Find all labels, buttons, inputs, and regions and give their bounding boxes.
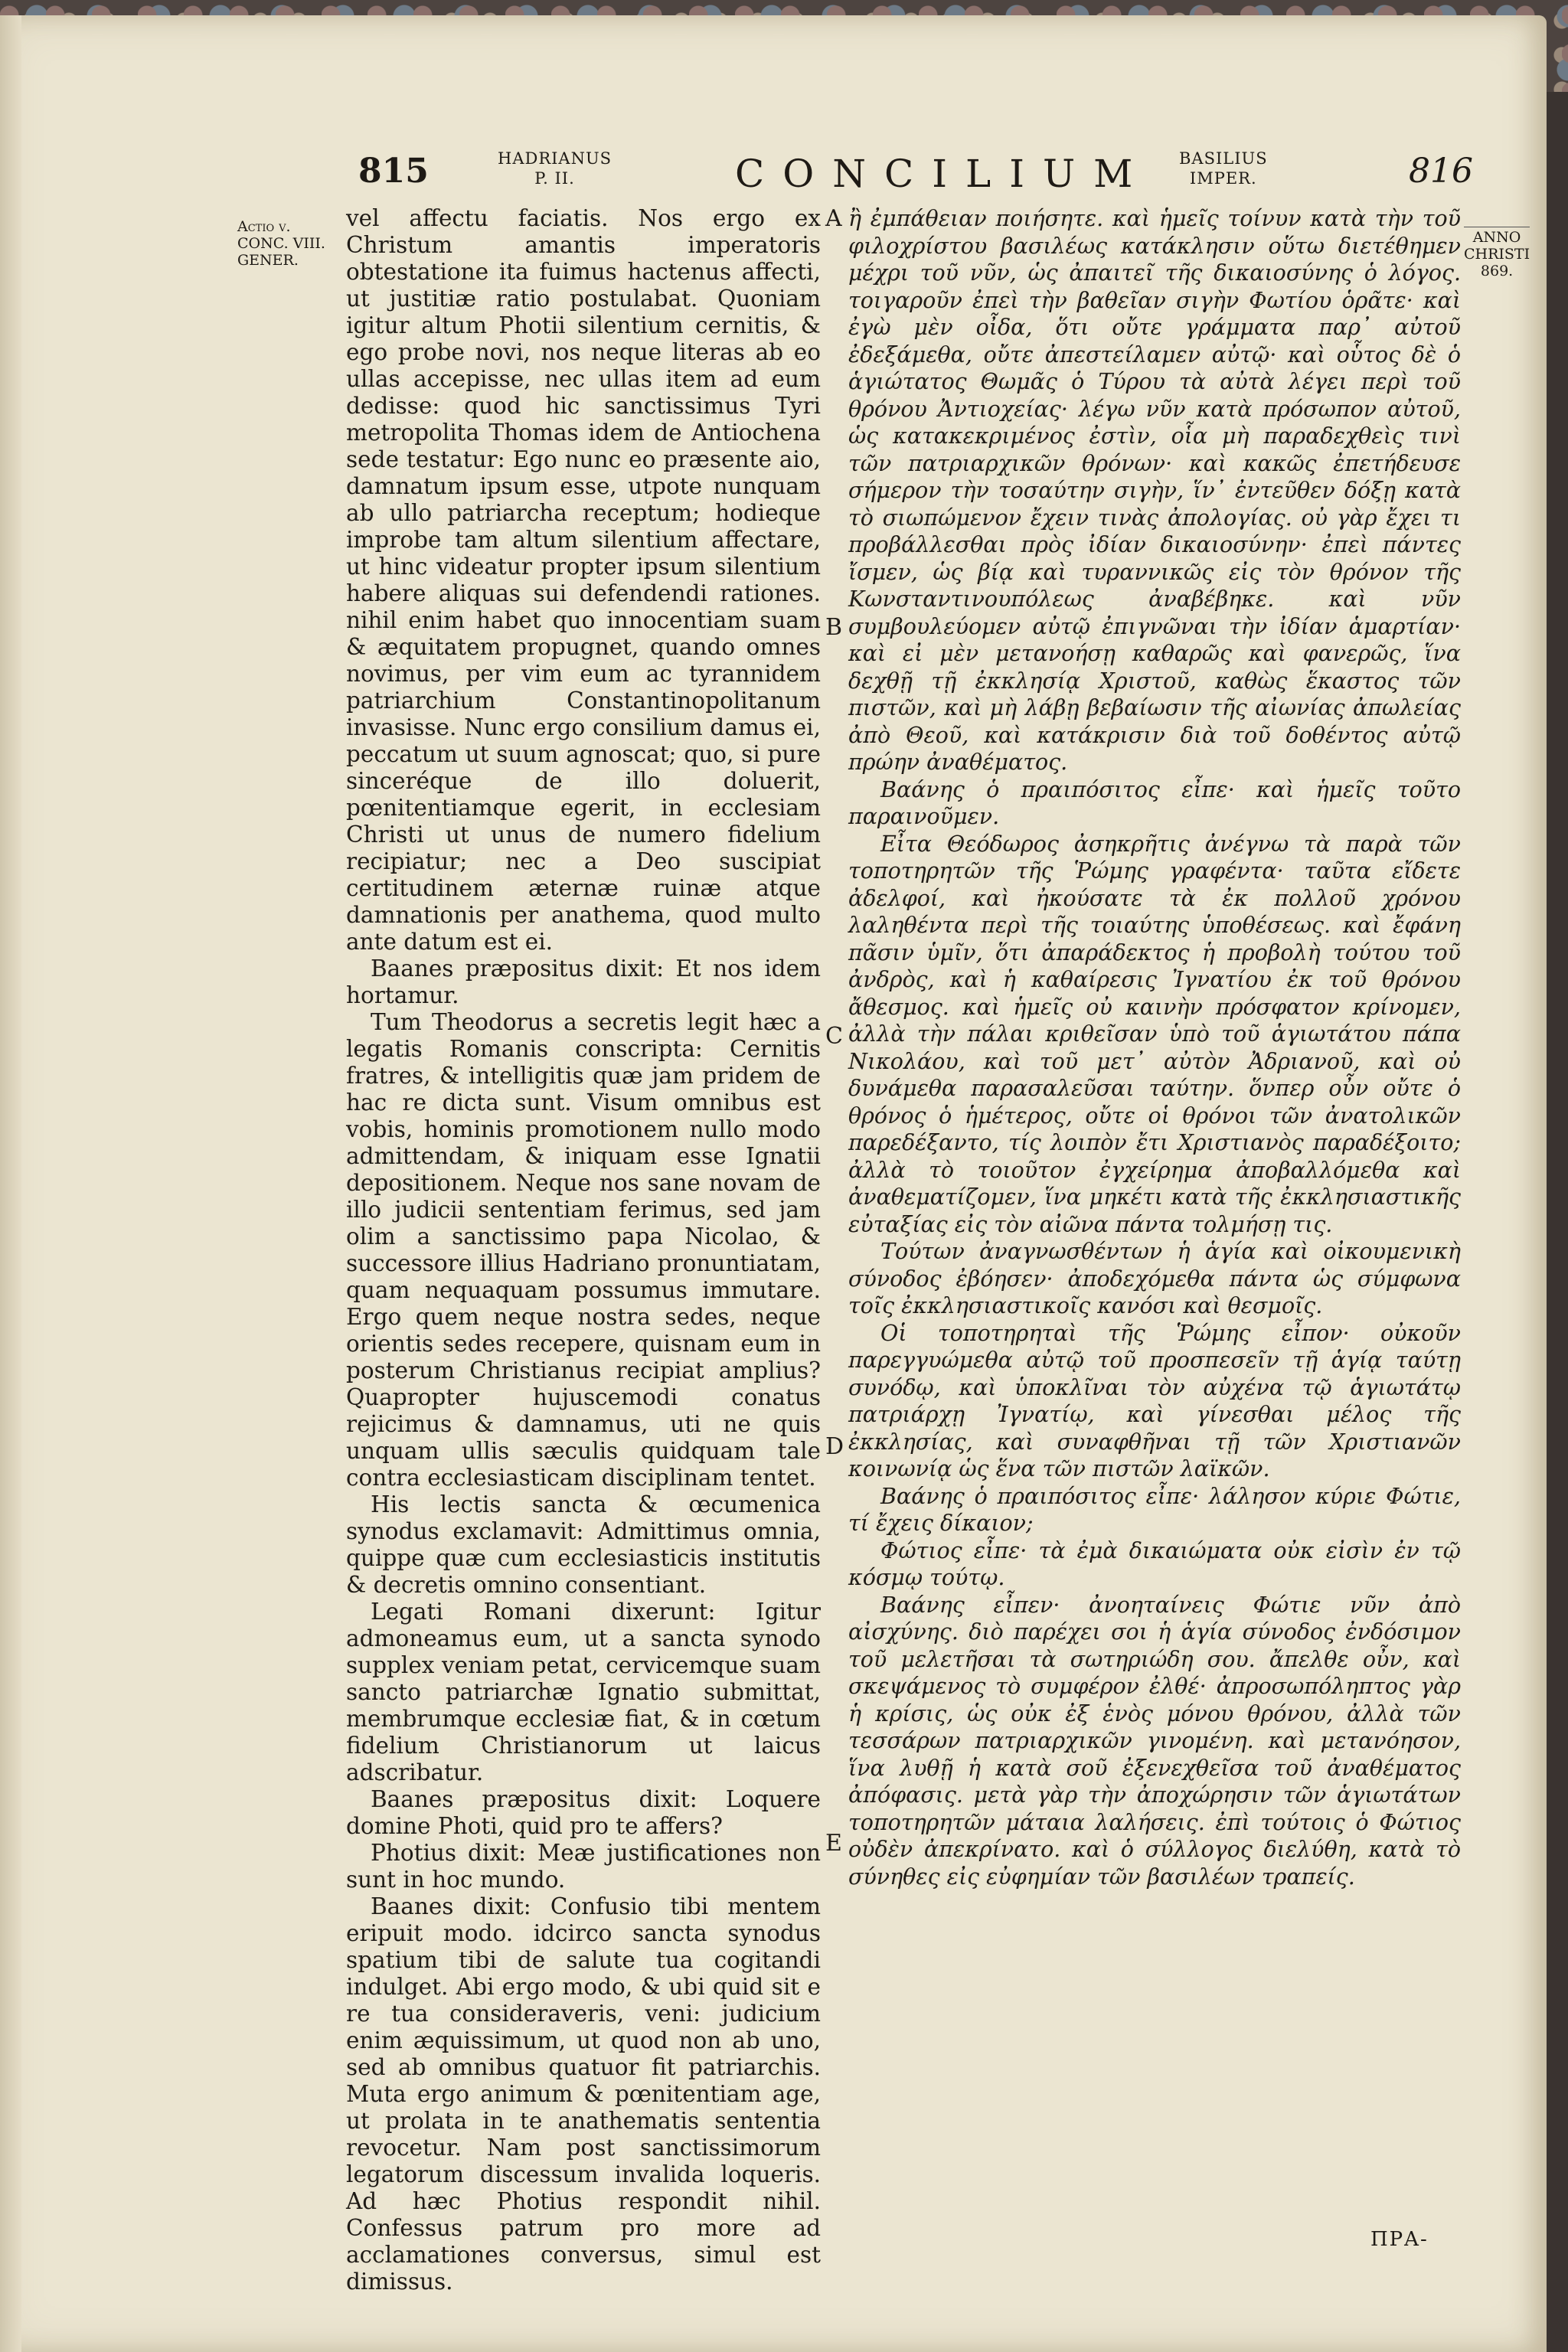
latin-paragraph: Photius dixit: Meæ justificationes non sunt in hoc mundo. [346,1840,821,1893]
latin-column [346,205,821,2295]
margin-note-actio [237,218,325,269]
margin-note-line: 869. [1480,263,1514,279]
margin-note-line: ANNO [1472,229,1521,246]
greek-paragraph: Βαάνης ὁ πραιπόσιτος εἶπε· καὶ ἡμεῖς τοῦτο παραινοῦμεν. [848,776,1461,829]
margin-note-line: Actio v. [237,218,291,235]
latin-paragraph: Baanes præpositus dixit: Loquere domine Photi, quid pro te affers? [346,1786,821,1839]
margin-note-line: CONC. VIII. [237,235,325,252]
greek-paragraph: ἢ ἐμπάθειαν ποιήσητε. καὶ ἡμεῖς τοίνυν κατὰ τὴν τοῦ φιλοχρίστου βασιλέως κατάκλησιν οὕτω διετέθημεν μέχρι τοῦ νῦν, ὡς ἀπαιτεῖ τῆς δικαιοσύνης ὁ λόγος. τοιγαροῦν ἐπεὶ τὴν βαθεῖαν σιγὴν Φωτίου ὁρᾶτε· καὶ ἐγὼ μὲν οἶδα, ὅτι οὔτε γράμματα παρ᾽ αὐτοῦ ἐδεξάμεθα, οὔτε ἀπεστείλαμεν αὐτῷ· καὶ οὗτος δὲ ὁ ἁγιώτατος Θωμᾶς ὁ Τύρου τὰ αὐτὰ λέγει περὶ τοῦ θρόνου Ἀντιοχείας· λέγω νῦν κατὰ πρόσωπον αὐτοῦ, ὡς κατακεκριμένος ἐστὶν, οἷα μὴ παραδεχθεὶς τινὶ τῶν πατριαρχικῶν θρόνων· καὶ κακῶς ἐπετήδευσε σήμερον τὴν τοσαύτην σιγὴν, ἵν᾽ ἐντεῦθεν δόξῃ κατὰ τὸ σιωπώμενον ἔχειν τινὰς ἀπολογίας. οὐ γὰρ ἔχει τι προβάλλεσθαι πρὸς ἰδίαν δικαιοσύνην· ἐπεὶ πάντες ἴσμεν, ὡς βίᾳ καὶ τυραννικῶς εἰς τὸν θρόνον τῆς Κωνσταντινουπόλεως ἀναβέβηκε. καὶ νῦν συμβουλεύομεν αὐτῷ ἐπιγνῶναι τὴν ἰδίαν ἁμαρτίαν· καὶ εἰ μὲν μετανοήσῃ καθαρῶς καὶ φανερῶς, ἵνα δεχθῇ τῇ ἐκκλησίᾳ Χριστοῦ, καθὼς ἕκαστος τῶν πιστῶν, καὶ μὴ λάβῃ βεβαίωσιν τῆς αἰωνίας ἀπωλείας ἀπὸ Θεοῦ, καὶ κατάκρισιν διὰ τοῦ δοθέντος αὐτῷ πρώην ἀναθέματος. [848,206,1461,775]
header-hadrianus [498,149,612,188]
page-number-right: 816 [1409,152,1473,191]
latin-paragraph: vel affectu faciatis. Nos ergo ex Christum amantis imperatoris obtestatione ita fuimus hactenus affecti, ut justitiæ ratio postulabat. Quoniam igitur altum Photii silentium cernitis, & ego probe novi, nos neque literas ab eo ullas accepisse, nec ullas item ad eum dedisse: quod hic sanctissimus Tyri metropolita Thomas idem de Antiochena sede testatur: Ego nunc eo præsente aio, damnatum ipsum esse, utpote nunquam ab ullo patriarcha receptum; hodieque improbe tam altum silentium affectare, ut hinc videatur propter ipsum silentium habere aliquas sui defendendi rationes. nihil enim habet quo innocentiam suam & æquitatem propugnet, quando omnes novimus, per vim eum ac tyrannidem patriarchium Constantinopolitanum invasisse. Nunc ergo consilium damus ei, peccatum ut suum agnoscat; quo, si pure sinceréque de illo doluerit, pœnitentiamque egerit, in ecclesiam Christi ut unus de numero fidelium recipiatur; nec a Deo suscipiat certitudinem æternæ ruinæ atque damnationis per anathema, quod multo ante datum est ei. [346,205,821,955]
section-mark-d: D [825,1433,844,1460]
margin-note-anno [1464,227,1530,279]
greek-paragraph: Οἱ τοποτηρηταὶ τῆς Ῥώμης εἶπον· οὐκοῦν παρεγγυώμεθα αὐτῷ τοῦ προσπεσεῖν τῇ ἁγίᾳ ταύτῃ συνόδῳ, καὶ ὑποκλῖναι τὸν αὐχένα τῷ ἁγιωτάτῳ πατριάρχῃ Ἰγνατίῳ, καὶ γίνεσθαι μέλος τῆς ἐκκλησίας, καὶ συναφθῆναι τῇ τῶν Χριστιανῶν κοινωνίᾳ ὡς ἕνα τῶν πιστῶν λαϊκῶν. [848,1320,1461,1481]
latin-paragraph: Baanes dixit: Confusio tibi mentem eripuit modo. idcirco sancta synodus spatium tibi de salute tua cogitandi indulget. Abi ergo modo, & ubi quid sit e re tua consideraveris, veni: judicium enim æquissimum, ut quod non ab uno, sed ab omnibus quatuor fit patriarchis. Muta ergo animum & pœnitentiam age, ut prolata in te anathematis sententia revocetur. Nam post sanctissimorum legatorum discessum invalida loqueris. Ad hæc Photius respondit nihil. Confessus patrum pro more ad acclamationes conversus, simul est dimissus. [346,1893,821,2295]
catchword: ΠΡΑ- [1370,2228,1429,2251]
running-header [0,138,1547,207]
latin-paragraph: Baanes præpositus dixit: Et nos idem hortamur. [346,956,821,1008]
header-basilius [1179,149,1268,188]
header-hadrianus-name: HADRIANUS [498,149,612,168]
latin-paragraph: Legati Romani dixerunt: Igitur admoneamus eum, ut a sancta synodo supplex veniam petat, cervicemque suam sancto patriarchæ Ignatio submittat, membrumque ecclesiæ fiat, & in cœtum fidelium Christianorum ut laicus adscribatur. [346,1599,821,1785]
section-mark-c: C [825,1023,843,1050]
section-mark-e: E [825,1830,842,1857]
greek-paragraph: Φώτιος εἶπε· τὰ ἐμὰ δικαιώματα οὐκ εἰσὶν ἐν τῷ κόσμῳ τούτῳ. [848,1537,1461,1590]
greek-paragraph: Βαάνης εἶπεν· ἀνοηταίνεις Φώτιε νῦν ἀπὸ αἰσχύνης. διὸ παρέχει σοι ἡ ἁγία σύνοδος ἐνδόσιμον τοῦ μελετῆσαι τὰ σωτηριώδη σου. ἄπελθε οὖν, καὶ σκεψάμενος τὸ συμφέρον ἐλθέ· ἀπροσωπόληπτος γὰρ ἡ κρίσις, ὡς οὐκ ἐξ ἑνὸς μόνου θρόνου, ἀλλὰ τῶν τεσσάρων πατριαρχικῶν γινομένη. καὶ μετανόησον, ἵνα λυθῇ ἡ κατὰ σοῦ ἐξενεχθεῖσα τοῦ ἀναθέματος ἀπόφασις. μετὰ γὰρ τὴν ἀποχώρησιν τῶν ἁγιωτάτων τοποτηρητῶν μάταια λαλήσεις. ἐπὶ τούτοις ὁ Φώτιος οὐδὲν ἀπεκρίνατο. καὶ ὁ σύλλογος διελύθη, κατὰ τὸ σύνηθες εἰς εὐφημίαν τῶν βασιλέων τραπείς. [848,1592,1461,1890]
greek-paragraph: Βαάνης ὁ πραιπόσιτος εἶπε· λάλησον κύριε Φώτιε, τί ἔχεις δίκαιον; [848,1483,1461,1536]
page-title: CONCILIUM [735,152,1152,196]
latin-paragraph: His lectis sancta & œcumenica synodus exclamavit: Admittimus omnia, quippe quæ cum ecclesiasticis institutis & decretis omnino consentiant. [346,1491,821,1598]
margin-note-line: GENER. [237,252,299,269]
header-basilius-title: IMPER. [1189,169,1257,188]
section-mark-a: A [825,205,842,232]
header-basilius-name: BASILIUS [1179,149,1268,168]
page-number-left: 815 [358,152,429,191]
greek-paragraph: Εἶτα Θεόδωρος ἀσηκρῆτις ἀνέγνω τὰ παρὰ τῶν τοποτηρητῶν τῆς Ῥώμης γραφέντα· ταῦτα εἴδετε ἀδελφοί, καὶ ἠκούσατε τὰ ἐκ πολλοῦ χρόνου λαληθέντα περὶ τῆς τοιαύτης ὑποθέσεως. καὶ ἔφάνη πᾶσιν ὑμῖν, ὅτι ἀπαράδεκτος ἡ προβολὴ τούτου τοῦ ἀνδρὸς, καὶ ἡ καθαίρεσις Ἰγνατίου ἐκ τοῦ θρόνου ἄθεσμος. καὶ ἡμεῖς οὐ καινὴν πρόσφατον κρίνομεν, ἀλλὰ τὴν πάλαι κριθεῖσαν ὑπὸ τοῦ ἁγιωτάτου πάπα Νικολάου, καὶ τοῦ μετ᾽ αὐτὸν Ἀδριανοῦ, καὶ οὐ δυνάμεθα παρασαλεῦσαι ταύτην. ὅνπερ οὖν οὔτε ὁ θρόνος ὁ ἡμέτερος, οὔτε οἱ θρόνοι τῶν ἀνατολικῶν παρεδέξαντο, τίς λοιπὸν ἔτι Χριστιανὸς παραδέξοιτο; ἀλλὰ τὸ τοιοῦτον ἐγχείρημα ἀποβαλλόμεθα καὶ ἀναθεματίζομεν, ἵνα μηκέτι κατὰ τῆς ἐκκλησιαστικῆς εὐταξίας εἰς τὸν αἰῶνα πάντα τολμήσῃ τις. [848,831,1461,1237]
page-binding-edge [0,15,21,2352]
header-hadrianus-title: P. II. [534,169,575,188]
section-mark-b: B [825,614,843,641]
margin-note-line: CHRISTI [1464,246,1530,263]
greek-column [848,205,1461,1890]
greek-paragraph: Τούτων ἀναγνωσθέντων ἡ ἁγία καὶ οἰκουμενικὴ σύνοδος ἐβόησεν· ἀποδεχόμεθα πάντα ὡς σύμφωνα τοῖς ἐκκλησιαστικοῖς κανόσι καὶ θεσμοῖς. [848,1239,1461,1318]
latin-paragraph: Tum Theodorus a secretis legit hæc a legatis Romanis conscripta: Cernitis fratres, & intelligitis quæ jam pridem de hac re dicta sunt. Visum omnibus est vobis, hominis promotionem nullo modo admittendam, & iniquam esse Ignatii depositionem. Neque nos sane novam de illo judicii sententiam ferimus, sed jam olim a sanctissimo papa Nicolao, & successore illius Hadriano pronuntiatam, quam nequaquam possumus immutare. Ergo quem neque nostra sedes, neque orientis sedes recepere, quisnam eum in posterum Christianus recipiat amplius? Quapropter hujuscemodi conatus rejicimus & damnamus, uti ne quis unquam ullis sæculis quidquam tale contra ecclesiasticam disciplinam tentet. [346,1009,821,1491]
